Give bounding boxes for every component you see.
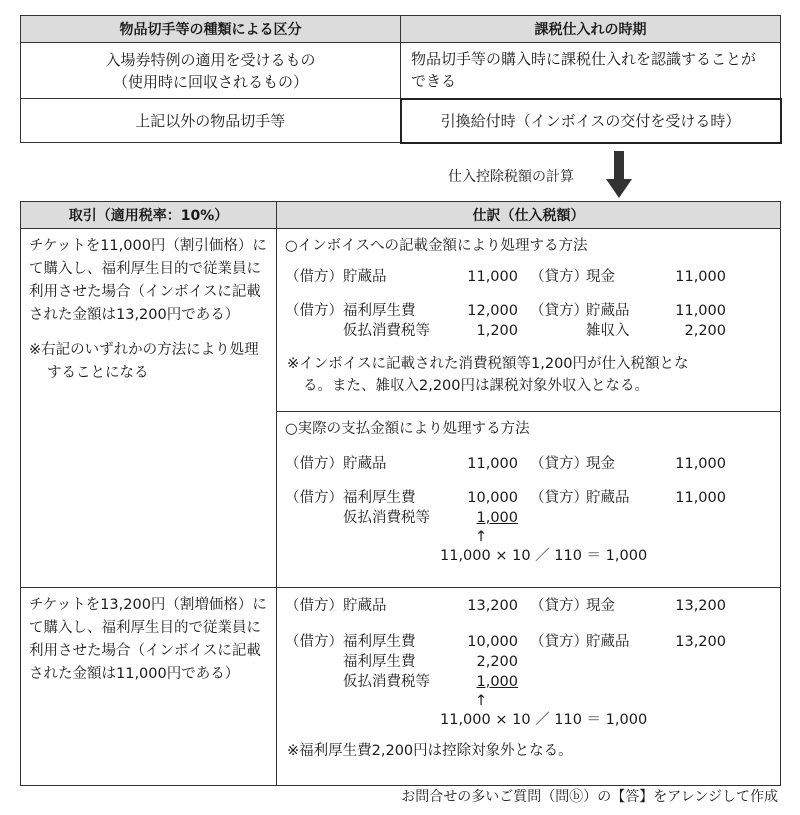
header-journal: 仕訳（仕入税額） bbox=[277, 202, 781, 229]
down-arrow-icon bbox=[606, 151, 632, 199]
method-a-note-line2: る。また、雑収入2,200円は課税対象外収入となる。 bbox=[303, 378, 650, 394]
method-b-calc: 11,000 × 10 ／ 110 ＝ 1,000 bbox=[440, 548, 648, 564]
case2-calc: 11,000 × 10 ／ 110 ＝ 1,000 bbox=[440, 712, 648, 728]
admission-ticket-line2: （使用時に回収されるもの） bbox=[112, 72, 308, 91]
up-arrow-icon: ↑ bbox=[475, 693, 488, 709]
method-b-cell bbox=[277, 412, 781, 588]
journal-row: （借方） 福利厚生費 10,000 （貸方） 貯蔵品 13,200 bbox=[285, 634, 726, 650]
case1-description-cell bbox=[21, 229, 277, 588]
cell-exchange-timing: 引換給付時（インボイスの交付を受ける時） bbox=[401, 99, 781, 143]
up-arrow-icon: ↑ bbox=[475, 529, 488, 545]
journal-row: （借方） 貯蔵品 11,000 （貸方） 現金 11,000 bbox=[285, 269, 726, 285]
journal-row: 福利厚生費 2,200 bbox=[343, 654, 518, 670]
journal-row: （借方） 福利厚生費 10,000 （貸方） 貯蔵品 11,000 bbox=[285, 490, 726, 506]
case2-description: チケットを13,200円（割増価格）にて購入し、福利厚生目的で従業員に利用させた場合（インボイスに記載された金額は11,000円である） bbox=[29, 597, 267, 682]
journal-row: 仮払消費税等 1,200 雑収入 2,200 bbox=[343, 323, 726, 339]
journal-row: （借方） 福利厚生費 12,000 （貸方） 貯蔵品 11,000 bbox=[285, 303, 726, 319]
method-a-title: ○インボイスへの記載金額により処理する方法 bbox=[285, 238, 588, 254]
admission-ticket-line1: 入場券特例の適用を受けるもの bbox=[105, 50, 316, 69]
method-a-cell bbox=[277, 229, 781, 412]
case2-journal-cell bbox=[277, 588, 781, 786]
journal-row: 仮払消費税等 1,000 bbox=[343, 510, 518, 526]
journal-row: （借方） 貯蔵品 13,200 （貸方） 現金 13,200 bbox=[285, 598, 726, 614]
input-tax-calc-label: 仕入控除税額の計算 bbox=[448, 169, 574, 185]
method-b-title: ○実際の支払金額により処理する方法 bbox=[285, 421, 530, 437]
journal-row: （借方） 貯蔵品 11,000 （貸方） 現金 11,000 bbox=[285, 456, 726, 472]
case2-description-cell bbox=[21, 588, 277, 786]
goods-voucher-timing-table bbox=[20, 15, 782, 144]
cell-purchase-timing: 物品切手等の購入時に課税仕入れを認識することができる bbox=[401, 43, 781, 99]
header-transaction: 取引（適用税率：10%） bbox=[21, 202, 277, 229]
header-taxable-purchase-timing: 課税仕入れの時期 bbox=[401, 16, 781, 43]
journal-entry-table bbox=[20, 201, 781, 786]
case1-note: ※右記のいずれかの方法により処理することになる bbox=[29, 342, 259, 381]
cell-other-vouchers: 上記以外の物品切手等 bbox=[21, 99, 401, 143]
method-a-note-line1: ※インボイスに記載された消費税額等1,200円が仕入税額とな bbox=[287, 356, 689, 372]
case1-description: チケットを11,000円（割引価格）にて購入し、福利厚生目的で従業員に利用させた場合（インボイスに記載された金額は13,200円である） bbox=[29, 238, 267, 323]
header-voucher-type: 物品切手等の種類による区分 bbox=[21, 16, 401, 43]
case2-note: ※福利厚生費2,200円は控除対象外となる。 bbox=[287, 743, 573, 759]
journal-row: 仮払消費税等 1,000 bbox=[343, 674, 518, 690]
source-footer: お問合せの多いご質問（問ⓑ）の【答】をアレンジして作成 bbox=[401, 789, 778, 805]
cell-admission-ticket-special bbox=[21, 43, 401, 99]
